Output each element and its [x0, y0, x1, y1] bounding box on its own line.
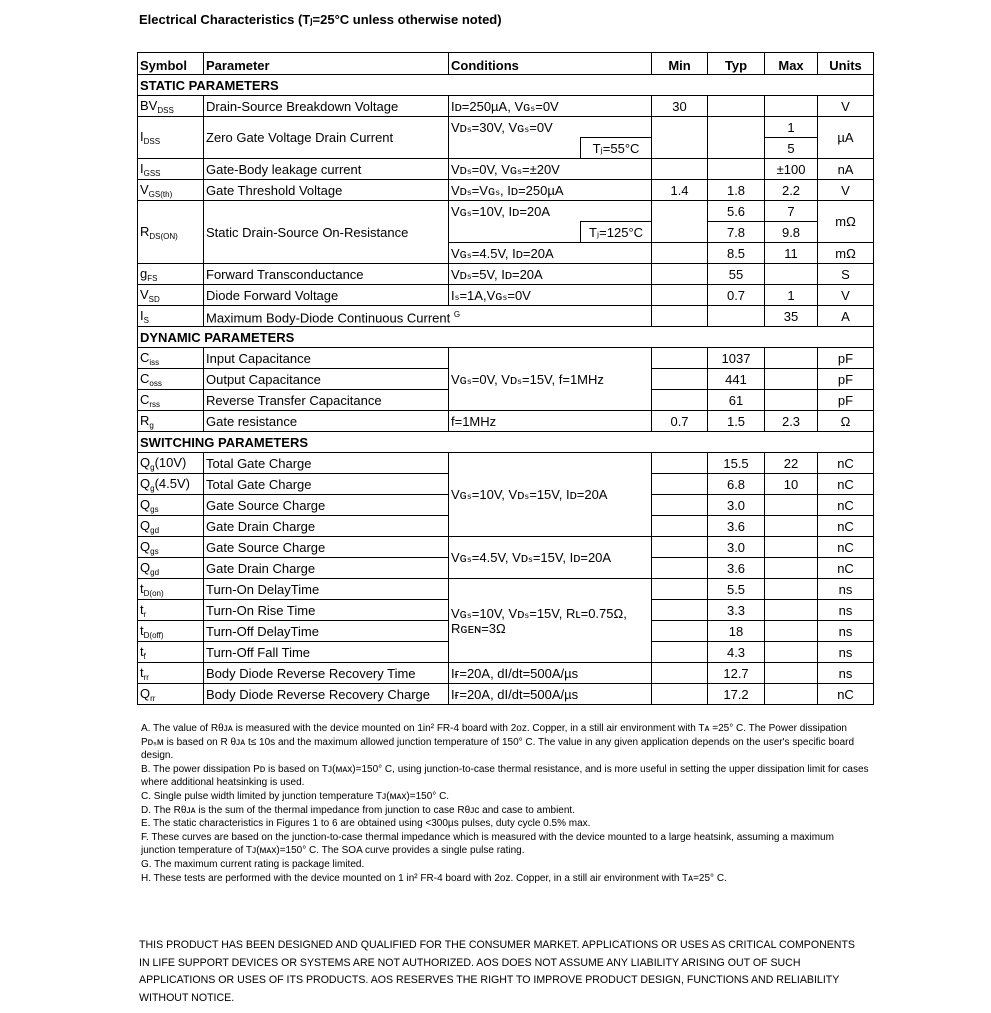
- conditions-cell: Iᴅ=250µA, Vɢₛ=0V: [449, 96, 652, 117]
- min-cell: [652, 243, 708, 264]
- typ-cell: 6.8: [708, 474, 765, 495]
- min-cell: [652, 159, 708, 180]
- max-cell: [765, 348, 818, 369]
- parameter-cell: Gate Threshold Voltage: [204, 180, 449, 201]
- conditions-cell: Vɢₛ=10V, Vᴅₛ=15V, Iᴅ=20A: [449, 453, 652, 537]
- parameter-cell: Gate resistance: [204, 411, 449, 432]
- typ-cell: 5.5: [708, 579, 765, 600]
- units-cell: nC: [818, 474, 874, 495]
- max-cell: [765, 264, 818, 285]
- min-cell: [652, 621, 708, 642]
- symbol-cell: $V_{SD}$: [138, 285, 204, 306]
- min-cell: [652, 537, 708, 558]
- conditions-cell: Vɢₛ=0V, Vᴅₛ=15V, f=1MHz: [449, 348, 652, 411]
- typ-cell: 441: [708, 369, 765, 390]
- footnote-h: H. These tests are performed with the device mounted on 1 in² FR-4 board with 2oz. Copper, in a still air environment with Tᴀ=25° C.: [141, 872, 727, 884]
- max-cell: 35: [765, 306, 818, 327]
- footnote-d: D. The Rθᴊᴀ is the sum of the thermal impedance from junction to case Rθᴊᴄ and case to ambient.: [141, 804, 575, 816]
- typ-cell: 3.6: [708, 558, 765, 579]
- header-conditions: Conditions: [449, 53, 652, 75]
- parameter-cell: Turn-On Rise Time: [204, 600, 449, 621]
- electrical-characteristics-table: [137, 52, 874, 705]
- parameter-cell: Maximum Body-Diode Continuous Current $^G$: [204, 306, 652, 327]
- symbol-cell: $R_g$: [138, 411, 204, 432]
- symbol-cell: $t_{D(on)}$: [138, 579, 204, 600]
- parameter-cell: Gate Drain Charge: [204, 558, 449, 579]
- symbol-cell: $Q_{gs}$: [138, 495, 204, 516]
- table-row: [138, 453, 874, 474]
- conditions-cell: Vɢₛ=10V, Vᴅₛ=15V, Rʟ=0.75Ω, Rɢᴇɴ=3Ω: [449, 579, 652, 663]
- units-cell: ns: [818, 642, 874, 663]
- parameter-cell: Turn-Off DelayTime: [204, 621, 449, 642]
- table-row: [138, 180, 874, 201]
- min-cell: [652, 264, 708, 285]
- header-typ: Typ: [708, 53, 765, 75]
- symbol-cell: $t_r$: [138, 600, 204, 621]
- min-cell: [652, 390, 708, 411]
- symbol-cell: $Q_g(4.5V)$: [138, 474, 204, 495]
- table-row: [138, 684, 874, 705]
- footnote-e: E. The static characteristics in Figures 1 to 6 are obtained using <300µs pulses, duty cycle 0.5% max.: [141, 818, 591, 830]
- parameter-cell: Gate Drain Charge: [204, 516, 449, 537]
- header-parameter: Parameter: [204, 53, 449, 75]
- parameter-cell: Static Drain-Source On-Resistance: [204, 201, 449, 264]
- symbol-cell: $BV_{DSS}$: [138, 96, 204, 117]
- parameter-cell: Gate Source Charge: [204, 537, 449, 558]
- units-cell: V: [818, 285, 874, 306]
- units-cell: nA: [818, 159, 874, 180]
- conditions-cell: Vᴅₛ=0V, Vɢₛ=±20V: [449, 159, 652, 180]
- min-cell: [652, 453, 708, 474]
- units-cell: V: [818, 180, 874, 201]
- conditions-cell: Vɢₛ=10V, Iᴅ=20A: [449, 201, 652, 222]
- table-row: [138, 159, 874, 180]
- header-units: Units: [818, 53, 874, 75]
- typ-cell: 5.6: [708, 201, 765, 222]
- units-cell: pF: [818, 348, 874, 369]
- typ-cell: 7.8: [708, 222, 765, 243]
- max-cell: [765, 495, 818, 516]
- conditions-temp-cell: Tⱼ=55°C: [581, 138, 652, 159]
- units-cell: pF: [818, 390, 874, 411]
- footnote-f: F. These curves are based on the junction-to-case thermal impedance which is measured with the device mounted to a large heatsink, assuming a maximum junction temperature of Tᴊ(ᴍᴀx)=150° C. The SOA curve provides a single pulse rating.: [141, 831, 834, 857]
- min-cell: [652, 516, 708, 537]
- footnote-b: B. The power dissipation Pᴅ is based on Tᴊ(ᴍᴀx)=150° C, using junction-to-case thermal resistance, and is more useful in setting the upper dissipation limit for cases where additional heatsinking is used.: [141, 763, 869, 789]
- parameter-cell: Body Diode Reverse Recovery Time: [204, 663, 449, 684]
- typ-cell: 17.2: [708, 684, 765, 705]
- max-cell: 1: [765, 285, 818, 306]
- units-cell: µA: [818, 117, 874, 159]
- min-cell: 1.4: [652, 180, 708, 201]
- typ-cell: 1037: [708, 348, 765, 369]
- parameter-cell: Body Diode Reverse Recovery Charge: [204, 684, 449, 705]
- parameter-cell: Diode Forward Voltage: [204, 285, 449, 306]
- symbol-cell: $V_{GS(th)}$: [138, 180, 204, 201]
- footnote-a: A. The value of Rθᴊᴀ is measured with the device mounted on 1in² FR-4 board with 2oz. Copper, in a still air environment with Tᴀ =25° C. The Power dissipation Pᴅₛᴍ is based on R θᴊᴀ t≤ 10s and the maximum allowed junction temperature of 150° C. The value in any given application depends on the user's specific board design.: [141, 723, 855, 762]
- units-cell: V: [818, 96, 874, 117]
- max-cell: [765, 684, 818, 705]
- typ-cell: 3.3: [708, 600, 765, 621]
- typ-cell: 3.0: [708, 537, 765, 558]
- footnote-c: C. Single pulse width limited by junction temperature Tᴊ(ᴍᴀx)=150° C.: [141, 790, 450, 802]
- parameter-cell: Input Capacitance: [204, 348, 449, 369]
- symbol-cell: $C_{iss}$: [138, 348, 204, 369]
- typ-cell: 3.0: [708, 495, 765, 516]
- symbol-cell: $Q_{gd}$: [138, 516, 204, 537]
- min-cell: 0.7: [652, 411, 708, 432]
- min-cell: [652, 663, 708, 684]
- typ-cell: 1.8: [708, 180, 765, 201]
- units-cell: A: [818, 306, 874, 327]
- symbol-cell: $R_{DS(ON)}$: [138, 201, 204, 264]
- table-row: [138, 117, 874, 138]
- symbol-cell: $t_{rr}$: [138, 663, 204, 684]
- symbol-cell: $Q_{gs}$: [138, 537, 204, 558]
- max-cell: [765, 390, 818, 411]
- footnote-g: G. The maximum current rating is package limited.: [141, 858, 365, 870]
- symbol-cell: $Q_{rr}$: [138, 684, 204, 705]
- typ-cell: [708, 117, 765, 159]
- conditions-cell: Vᴅₛ=Vɢₛ, Iᴅ=250µA: [449, 180, 652, 201]
- units-cell: nC: [818, 537, 874, 558]
- conditions-cell: Vᴅₛ=30V, Vɢₛ=0V: [449, 117, 652, 138]
- max-cell: 22: [765, 453, 818, 474]
- symbol-cell: $Q_{gd}$: [138, 558, 204, 579]
- typ-cell: [708, 96, 765, 117]
- units-cell: mΩ: [818, 243, 874, 264]
- min-cell: [652, 495, 708, 516]
- parameter-cell: Total Gate Charge: [204, 453, 449, 474]
- max-cell: 10: [765, 474, 818, 495]
- max-cell: [765, 516, 818, 537]
- typ-cell: 0.7: [708, 285, 765, 306]
- min-cell: [652, 558, 708, 579]
- table-row: [138, 537, 874, 558]
- symbol-cell: $C_{rss}$: [138, 390, 204, 411]
- min-cell: [652, 369, 708, 390]
- typ-cell: 61: [708, 390, 765, 411]
- conditions-cell: f=1MHz: [449, 411, 652, 432]
- parameter-cell: Drain-Source Breakdown Voltage: [204, 96, 449, 117]
- parameter-cell: Zero Gate Voltage Drain Current: [204, 117, 449, 159]
- units-cell: nC: [818, 684, 874, 705]
- min-cell: 30: [652, 96, 708, 117]
- section-dynamic: DYNAMIC PARAMETERS: [138, 327, 874, 348]
- typ-cell: 3.6: [708, 516, 765, 537]
- conditions-temp-cell: Tⱼ=125°C: [581, 222, 652, 243]
- max-cell: 1: [765, 117, 818, 138]
- table-row: [138, 201, 874, 222]
- min-cell: [652, 306, 708, 327]
- page-title: Electrical Characteristics (Tⱼ=25°C unless otherwise noted): [139, 12, 502, 27]
- units-cell: nC: [818, 516, 874, 537]
- units-cell: ns: [818, 600, 874, 621]
- symbol-cell: $I_S$: [138, 306, 204, 327]
- units-cell: ns: [818, 663, 874, 684]
- parameter-cell: Gate-Body leakage current: [204, 159, 449, 180]
- parameter-cell: Output Capacitance: [204, 369, 449, 390]
- symbol-cell: $g_{FS}$: [138, 264, 204, 285]
- parameter-cell: Reverse Transfer Capacitance: [204, 390, 449, 411]
- units-cell: pF: [818, 369, 874, 390]
- typ-cell: 12.7: [708, 663, 765, 684]
- conditions-cell: Iғ=20A, dI/dt=500A/µs: [449, 663, 652, 684]
- max-cell: [765, 369, 818, 390]
- header-max: Max: [765, 53, 818, 75]
- min-cell: [652, 285, 708, 306]
- min-cell: [652, 201, 708, 243]
- section-static: STATIC PARAMETERS: [138, 75, 874, 96]
- parameter-cell: Gate Source Charge: [204, 495, 449, 516]
- min-cell: [652, 579, 708, 600]
- header-symbol: Symbol: [138, 53, 204, 75]
- min-cell: [652, 117, 708, 159]
- typ-cell: 18: [708, 621, 765, 642]
- max-cell: [765, 579, 818, 600]
- conditions-cell: Vᴅₛ=5V, Iᴅ=20A: [449, 264, 652, 285]
- units-cell: Ω: [818, 411, 874, 432]
- max-cell: [765, 96, 818, 117]
- units-cell: nC: [818, 453, 874, 474]
- max-cell: [765, 621, 818, 642]
- table-row: [138, 96, 874, 117]
- units-cell: nC: [818, 495, 874, 516]
- typ-cell: 55: [708, 264, 765, 285]
- max-cell: [765, 663, 818, 684]
- parameter-cell: Total Gate Charge: [204, 474, 449, 495]
- conditions-spacer: [449, 138, 581, 159]
- typ-cell: 4.3: [708, 642, 765, 663]
- min-cell: [652, 642, 708, 663]
- symbol-cell: $t_{D(off)}$: [138, 621, 204, 642]
- conditions-spacer: [449, 222, 581, 243]
- symbol-cell: $Q_g(10V)$: [138, 453, 204, 474]
- symbol-cell: $t_f$: [138, 642, 204, 663]
- typ-cell: 1.5: [708, 411, 765, 432]
- parameter-cell: Forward Transconductance: [204, 264, 449, 285]
- parameter-cell: Turn-On DelayTime: [204, 579, 449, 600]
- units-cell: ns: [818, 621, 874, 642]
- units-cell: S: [818, 264, 874, 285]
- min-cell: [652, 600, 708, 621]
- symbol-cell: $C_{oss}$: [138, 369, 204, 390]
- table-row: [138, 579, 874, 600]
- typ-cell: [708, 159, 765, 180]
- min-cell: [652, 684, 708, 705]
- units-cell: nC: [818, 558, 874, 579]
- conditions-cell: Iғ=20A, dI/dt=500A/µs: [449, 684, 652, 705]
- symbol-cell: $I_{GSS}$: [138, 159, 204, 180]
- max-cell: 2.2: [765, 180, 818, 201]
- typ-cell: [708, 306, 765, 327]
- max-cell: 11: [765, 243, 818, 264]
- table-row: [138, 264, 874, 285]
- units-cell: ns: [818, 579, 874, 600]
- parameter-cell: Turn-Off Fall Time: [204, 642, 449, 663]
- section-switching: SWITCHING PARAMETERS: [138, 432, 874, 453]
- table-row: [138, 411, 874, 432]
- footnotes: [141, 722, 871, 885]
- min-cell: [652, 348, 708, 369]
- conditions-cell: Iₛ=1A,Vɢₛ=0V: [449, 285, 652, 306]
- typ-cell: 15.5: [708, 453, 765, 474]
- table-row: [138, 663, 874, 684]
- conditions-cell: Vɢₛ=4.5V, Vᴅₛ=15V, Iᴅ=20A: [449, 537, 652, 579]
- units-cell: mΩ: [818, 201, 874, 243]
- max-cell: 9.8: [765, 222, 818, 243]
- disclaimer: THIS PRODUCT HAS BEEN DESIGNED AND QUALIFIED FOR THE CONSUMER MARKET. APPLICATIONS OR USES AS CRITICAL COMPONENTS IN LIFE SUPPORT DEVICES OR SYSTEMS ARE NOT AUTHORIZED. AOS DOES NOT ASSUME ANY LIABILITY ARISING OUT OF SUCH APPLICATIONS OR USES OF ITS PRODUCTS. AOS RESERVES THE RIGHT TO IMPROVE PRODUCT DESIGN, FUNCTIONS AND RELIABILITY WITHOUT NOTICE.: [139, 939, 855, 1004]
- max-cell: 2.3: [765, 411, 818, 432]
- conditions-cell: Vɢₛ=4.5V, Iᴅ=20A: [449, 243, 652, 264]
- header-min: Min: [652, 53, 708, 75]
- max-cell: [765, 558, 818, 579]
- max-cell: ±100: [765, 159, 818, 180]
- symbol-cell: $I_{DSS}$: [138, 117, 204, 159]
- max-cell: [765, 600, 818, 621]
- table-row: [138, 348, 874, 369]
- header-row: [138, 53, 874, 75]
- table-row: [138, 306, 874, 327]
- table-row: [138, 285, 874, 306]
- typ-cell: 8.5: [708, 243, 765, 264]
- min-cell: [652, 474, 708, 495]
- max-cell: 7: [765, 201, 818, 222]
- max-cell: [765, 642, 818, 663]
- max-cell: [765, 537, 818, 558]
- max-cell: 5: [765, 138, 818, 159]
